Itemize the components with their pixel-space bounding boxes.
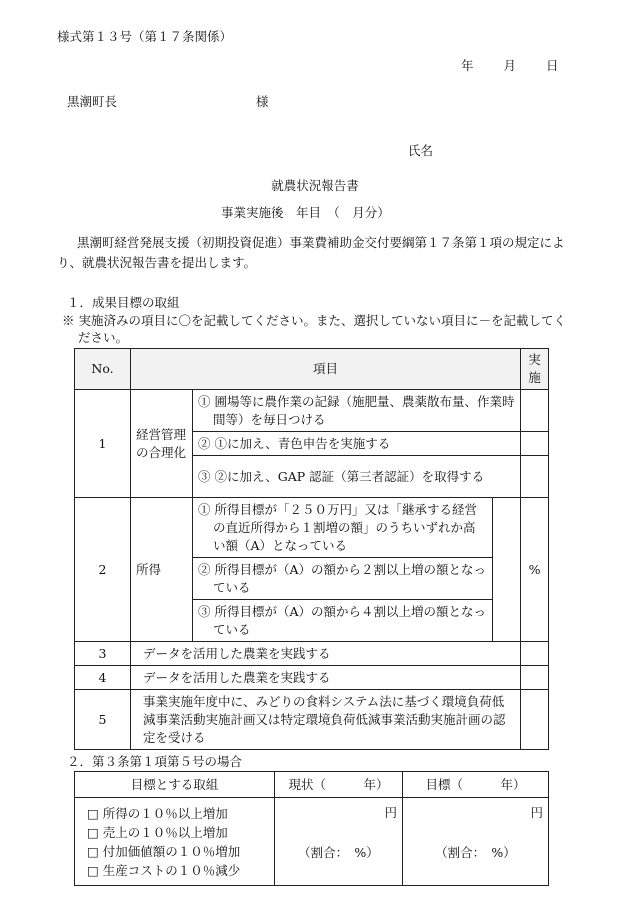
- name-label: 氏名: [408, 143, 434, 158]
- table-row: [75, 690, 549, 750]
- table-header-row: [75, 772, 549, 798]
- row2-sub3: ③ 所得目標が（A）の額から４割以上増の額となっている: [193, 600, 493, 642]
- row1-sub1: ① 圃場等に農作業の記録（施肥量、農薬散布量、作業時間等）を毎日つける: [193, 390, 521, 432]
- row1-sub2-done-cell[interactable]: [521, 432, 549, 456]
- row5-item: 事業実施年度中に、みどりの食料システム法に基づく環境負荷低減事業活動実施計画又は特定環境負荷低減事業活動実施計画の認定を受ける: [131, 690, 521, 750]
- row2-sub1: ① 所得目標が「２５０万円」又は「継承する経営の直近所得から１割増の額」のうちいずれか高い額（A）となっている: [193, 498, 493, 558]
- row4-done-cell[interactable]: [521, 666, 549, 690]
- row2-category: 所得: [131, 498, 193, 642]
- row1-category: 経営管理の合理化: [131, 390, 193, 498]
- row4-no: 4: [75, 666, 131, 690]
- row5-done-cell[interactable]: [521, 690, 549, 750]
- recipient-suffix: 様: [256, 94, 269, 109]
- row5-no: 5: [75, 690, 131, 750]
- row2-value-cell[interactable]: [493, 498, 521, 642]
- table-row: [75, 642, 549, 666]
- col-done-header: 実施: [521, 349, 549, 390]
- table-row: [75, 390, 549, 432]
- row2-unit: %: [521, 498, 549, 642]
- row2-sub2: ② 所得目標が（A）の額から２割以上増の額となっている: [193, 558, 493, 600]
- document-title: 就農状況報告書: [271, 178, 359, 193]
- current-ratio: （割合： %）: [298, 845, 379, 860]
- row2-no: 2: [75, 498, 131, 642]
- date-month: 月: [503, 58, 517, 73]
- row3-no: 3: [75, 642, 131, 666]
- document-subtitle: 事業実施後 年目 （ 月分）: [221, 205, 390, 220]
- section2-heading: ２．第３条第１項第５号の場合: [67, 754, 243, 769]
- col-item-header: 項目: [131, 349, 521, 390]
- table-header-row: [75, 349, 549, 390]
- option-sales-increase[interactable]: □ 売上の１０％以上増加: [87, 824, 228, 840]
- col-target-header: 目標（ 年）: [403, 772, 549, 798]
- intro-paragraph: 黒潮町経営発展支援（初期投資促進）事業費補助金交付要綱第１７条第１項の規定により、就農状況報告書を提出します。: [57, 235, 565, 270]
- row1-sub3: ③ ②に加え、GAP 認証（第三者認証）を取得する: [193, 456, 521, 498]
- section1-note: ※ 実施済みの項目に〇を記載してください。また、選択していない項目に－を記載してください。: [62, 313, 566, 345]
- goal-table: [74, 771, 549, 886]
- target-value-cell[interactable]: [403, 798, 549, 886]
- option-value-added-increase[interactable]: □ 付加価値額の１０％増加: [87, 843, 241, 859]
- row1-sub2: ② ①に加え、青色申告を実施する: [193, 432, 521, 456]
- col-no-header: No.: [75, 349, 131, 390]
- achievement-table: [74, 348, 549, 750]
- date-day: 日: [546, 58, 559, 73]
- row1-no: 1: [75, 390, 131, 498]
- col-current-header: 現状（ 年）: [275, 772, 403, 798]
- table-row: [75, 798, 549, 886]
- table-row: [75, 498, 549, 558]
- current-yen-unit: 円: [384, 805, 397, 820]
- table-row: [75, 666, 549, 690]
- row1-sub3-done-cell[interactable]: [521, 456, 549, 498]
- date-line: [461, 56, 559, 74]
- row4-item: データを活用した農業を実践する: [131, 666, 521, 690]
- target-ratio: （割合： %）: [435, 845, 516, 860]
- col-goal-header: 目標とする取組: [75, 772, 275, 798]
- goal-options: [75, 798, 275, 886]
- option-income-increase[interactable]: □ 所得の１０％以上増加: [87, 805, 228, 821]
- date-year: 年: [461, 58, 474, 73]
- row1-sub1-done-cell[interactable]: [521, 390, 549, 432]
- option-cost-reduction[interactable]: □ 生産コストの１０％減少: [87, 862, 241, 878]
- row3-item: データを活用した農業を実践する: [131, 642, 521, 666]
- recipient: 黒潮町長: [67, 94, 118, 109]
- target-yen-unit: 円: [530, 805, 543, 820]
- row3-done-cell[interactable]: [521, 642, 549, 666]
- current-value-cell[interactable]: [275, 798, 403, 886]
- form-number: 様式第１３号（第１７条関係）: [57, 29, 233, 44]
- section1-heading: １．成果目標の取組: [67, 295, 180, 310]
